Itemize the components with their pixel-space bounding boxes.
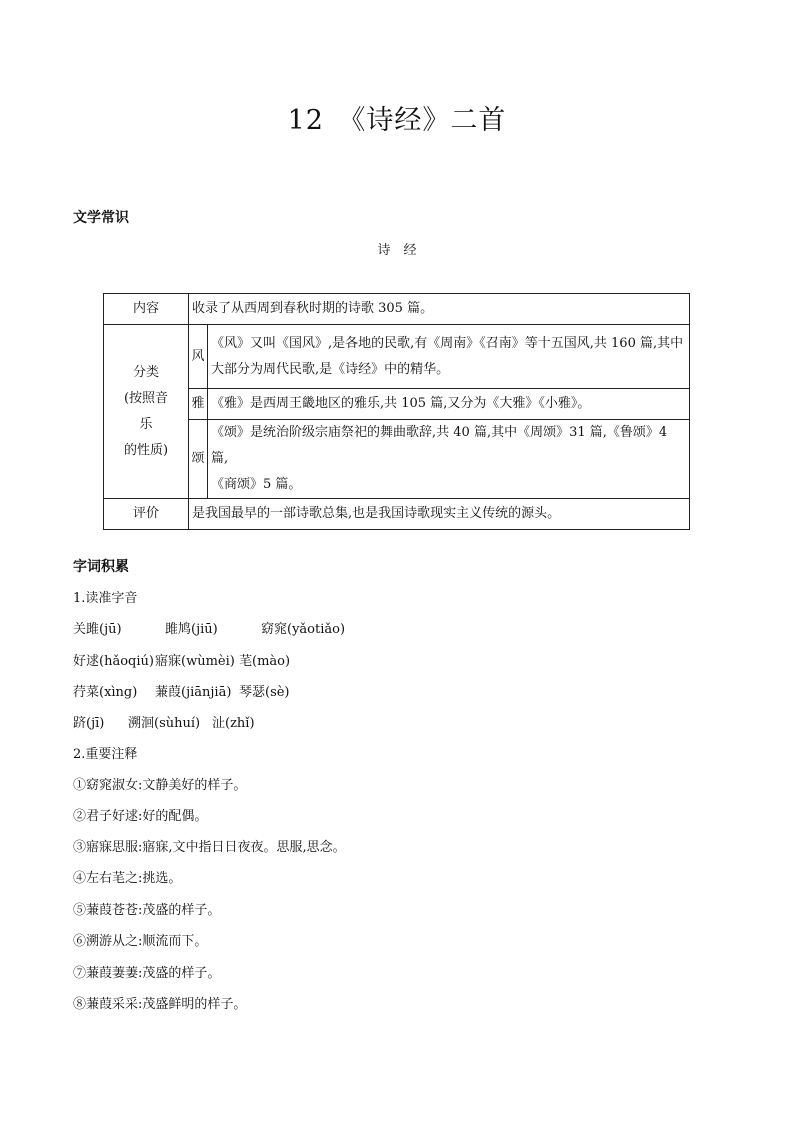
feng-text-line: 《风》又叫《国风》,是各地的民歌,有《周南》《召南》等十五国风,共 160 篇,其中 xyxy=(211,335,684,351)
pronunciation-item: 好逑(hǎoqiú) xyxy=(73,654,154,669)
category-label-line: 乐 xyxy=(139,416,153,432)
eval-text: 是我国最早的一部诗歌总集,也是我国诗歌现实主义传统的源头。 xyxy=(189,499,690,530)
note-item: ④左右芼之:挑选。 xyxy=(73,871,182,886)
shijing-info-table xyxy=(103,293,690,530)
feng-text-line: 大部分为周代民歌,是《诗经》中的精华。 xyxy=(211,361,450,377)
content-label: 内容 xyxy=(104,294,189,325)
pronunciation-item: 窈窕(yǎotiǎo) xyxy=(261,622,346,637)
category-label xyxy=(104,325,189,499)
pronunciation-item: 琴瑟(sè) xyxy=(239,685,290,700)
content-text: 收录了从西周到春秋时期的诗歌 305 篇。 xyxy=(189,294,690,325)
feng-label: 风 xyxy=(189,325,208,389)
pronunciation-heading: 1.读准字音 xyxy=(73,591,138,606)
song-text-line: 《颂》是统治阶级宗庙祭祀的舞曲歌辞,共 40 篇,其中《周颂》31 篇,《鲁颂》4 篇, xyxy=(211,425,668,466)
pronunciation-item: 雎鸠(jiū) xyxy=(165,622,218,637)
ya-text: 《雅》是西周王畿地区的雅乐,共 105 篇,又分为《大雅》《小雅》。 xyxy=(208,389,690,420)
pronunciation-item: 蒹葭(jiānjiā) xyxy=(155,685,232,700)
note-item: ⑤蒹葭苍苍:茂盛的样子。 xyxy=(73,903,221,918)
eval-label: 评价 xyxy=(104,499,189,530)
ya-label: 雅 xyxy=(189,389,208,420)
category-label-line: 分类 xyxy=(132,364,159,380)
note-item: ⑥溯游从之:顺流而下。 xyxy=(73,934,208,949)
note-item: ⑧蒹葭采采:茂盛鲜明的样子。 xyxy=(73,997,247,1012)
note-item: ⑦蒹葭萋萋:茂盛的样子。 xyxy=(73,966,221,981)
pronunciation-item: 芼(mào) xyxy=(239,654,291,669)
pronunciation-row xyxy=(73,650,290,669)
pronunciation-row xyxy=(73,712,255,731)
song-label: 颂 xyxy=(189,420,208,499)
pronunciation-item: 沚(zhǐ) xyxy=(212,716,255,731)
pronunciation-item: 寤寐(wùmèi) xyxy=(155,654,235,669)
section-heading-words: 字词积累 xyxy=(73,559,129,575)
pronunciation-row xyxy=(73,618,345,637)
page-title: 12 《诗经》二首 xyxy=(287,105,507,136)
pronunciation-item: 溯洄(sùhuí) xyxy=(128,716,201,731)
note-item: ①窈窕淑女:文静美好的样子。 xyxy=(73,778,247,793)
pronunciation-item: 跻(jī) xyxy=(73,716,105,731)
feng-text xyxy=(208,325,690,389)
section-heading-literature: 文学常识 xyxy=(73,210,129,226)
pronunciation-item: 荇菜(xìng) xyxy=(73,685,138,700)
category-label-line: 的性质) xyxy=(123,442,169,458)
pronunciation-row xyxy=(73,681,290,700)
song-text-line: 《商颂》5 篇。 xyxy=(211,477,302,492)
note-item: ②君子好逑:好的配偶。 xyxy=(73,809,208,824)
note-item: ③寤寐思服:寤寐,文中指日日夜夜。思服,思念。 xyxy=(73,840,346,855)
table-subtitle: 诗 经 xyxy=(377,243,417,258)
pronunciation-item: 关雎(jū) xyxy=(73,622,122,637)
song-text xyxy=(208,420,690,499)
category-label-line: (按照音 xyxy=(123,390,169,406)
notes-heading: 2.重要注释 xyxy=(73,747,138,762)
